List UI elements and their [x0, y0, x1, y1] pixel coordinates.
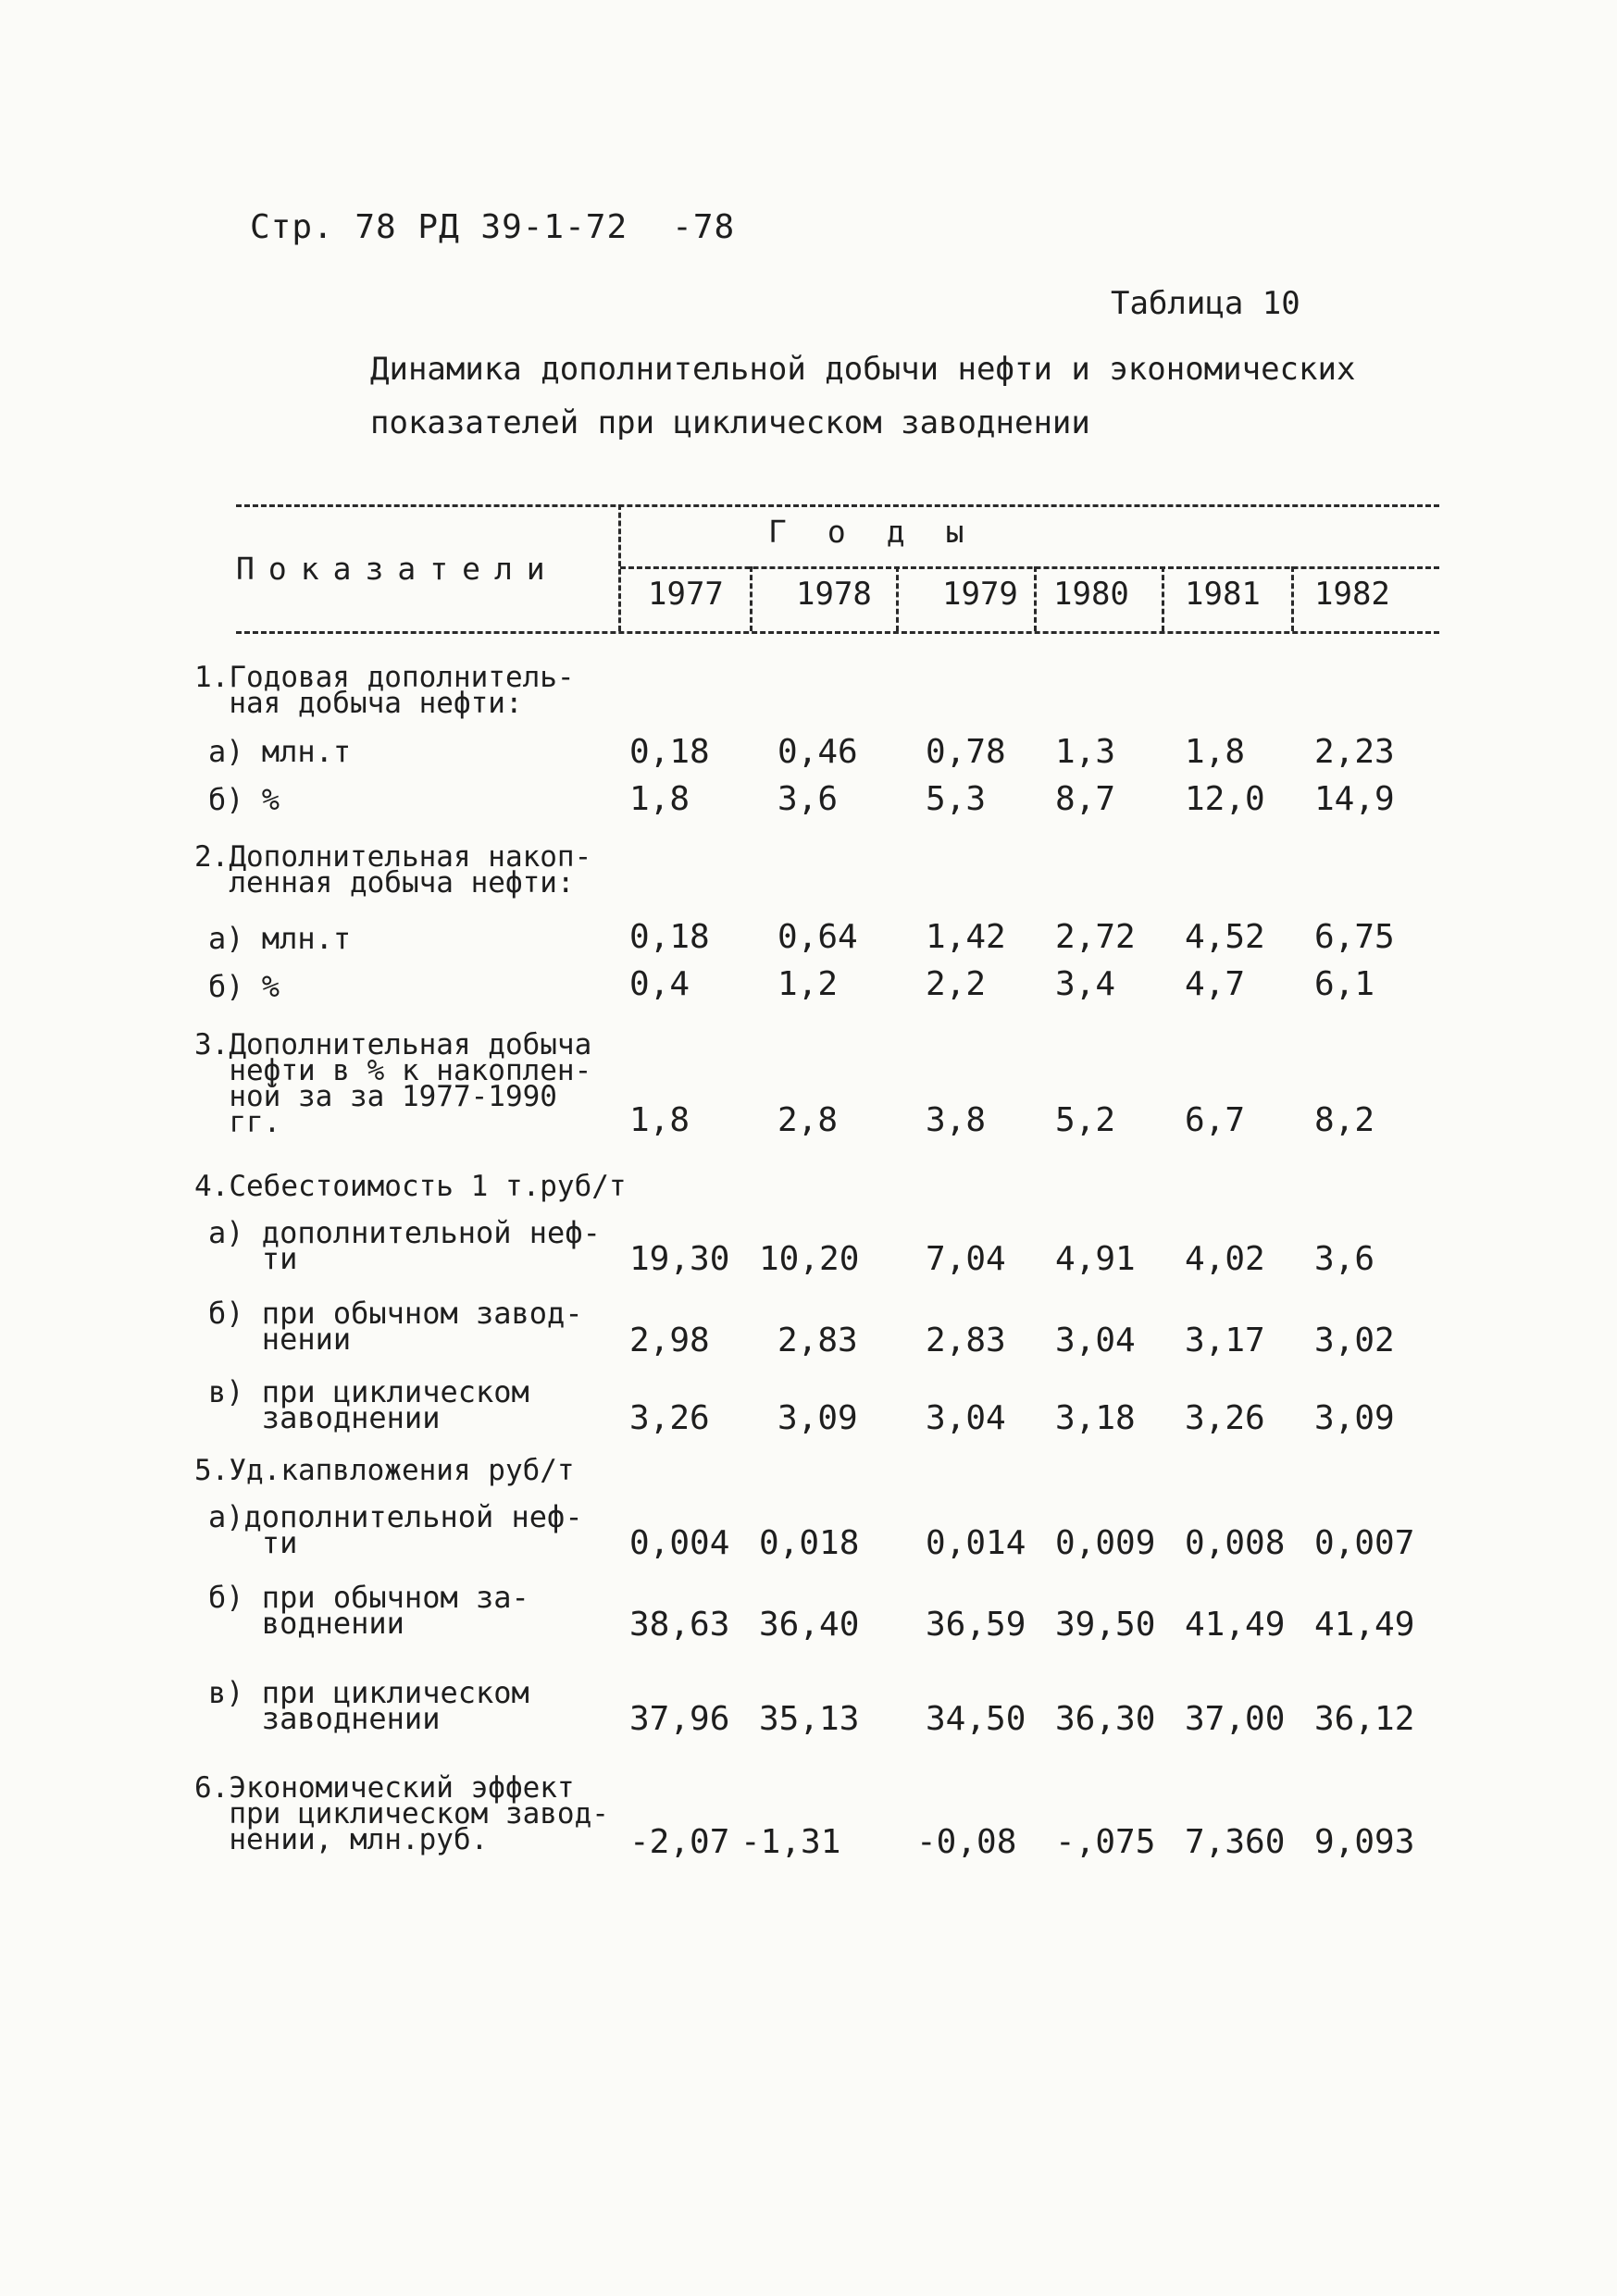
row-2b-1981: 4,7 [1185, 965, 1246, 1003]
year-header-1981: 1981 [1185, 576, 1261, 613]
row-4a-1980: 4,91 [1055, 1240, 1136, 1278]
row-5c-label: в) при циклическом заводнении [208, 1675, 529, 1736]
row-4b-1981: 3,17 [1185, 1322, 1265, 1359]
row-5-label: 5.Уд.капвложения руб/т [194, 1454, 575, 1487]
row-1a-1977: 0,18 [629, 733, 710, 771]
years-divider-rule [620, 566, 1439, 569]
years-column-header: Годы [768, 514, 1005, 550]
row-2a-1982: 6,75 [1314, 918, 1395, 956]
row-3-1980: 5,2 [1055, 1101, 1116, 1139]
row-6-1978: -1,31 [740, 1823, 841, 1861]
row-2-label: 2.Дополнительная накоп- ленная добыча нефти: [194, 840, 592, 900]
year-header-1977: 1977 [648, 576, 724, 613]
row-5a-1978: 0,018 [759, 1524, 860, 1562]
year-header-1980: 1980 [1053, 576, 1129, 613]
row-1a-1981: 1,8 [1185, 733, 1246, 771]
row-4b-1979: 2,83 [926, 1322, 1006, 1359]
row-3-1982: 8,2 [1314, 1101, 1375, 1139]
row-4b-label: б) при обычном завод- нении [208, 1296, 583, 1357]
row-1b-1980: 8,7 [1055, 780, 1116, 818]
row-5c-1977: 37,96 [629, 1700, 730, 1738]
row-2a-1979: 1,42 [926, 918, 1006, 956]
row-2b-label: б) % [208, 969, 280, 1004]
row-4b-1977: 2,98 [629, 1322, 710, 1359]
row-1a-1979: 0,78 [926, 733, 1006, 771]
row-4c-1978: 3,09 [777, 1399, 858, 1437]
row-5b-1979: 36,59 [926, 1606, 1026, 1644]
row-4a-1982: 3,6 [1314, 1240, 1375, 1278]
row-5a-label: а)дополнительной неф- ти [208, 1499, 583, 1560]
row-6-label: 6.Экономический эффект при циклическом завод- нении, млн.руб. [194, 1771, 609, 1856]
year-separator-4 [1162, 566, 1164, 631]
row-5b-1982: 41,49 [1314, 1606, 1415, 1644]
row-4a-1981: 4,02 [1185, 1240, 1265, 1278]
year-header-1982: 1982 [1314, 576, 1390, 613]
row-1a-1980: 1,3 [1055, 733, 1116, 771]
row-4c-1981: 3,26 [1185, 1399, 1265, 1437]
header-bottom-rule [236, 631, 1439, 634]
row-4c-label: в) при циклическом заводнении [208, 1374, 529, 1435]
row-2b-1979: 2,2 [926, 965, 987, 1003]
row-5a-1980: 0,009 [1055, 1524, 1156, 1562]
document-reference [250, 208, 735, 246]
table-title [370, 342, 1355, 450]
indicator-column-header: Показатели [236, 551, 559, 587]
row-4-label: 4.Себестоимость 1 т.руб/т [194, 1170, 627, 1203]
row-2b-1980: 3,4 [1055, 965, 1116, 1003]
row-4b-1980: 3,04 [1055, 1322, 1136, 1359]
row-4a-1977: 19,30 [629, 1240, 730, 1278]
table-number: Таблица 10 [1111, 285, 1300, 322]
row-5a-1979: 0,014 [926, 1524, 1026, 1562]
title-line-1: Динамика дополнительной добычи нефти и экономических [370, 351, 1356, 388]
row-3-label: 3.Дополнительная добыча нефти в % к накоплен- ной за за 1977-1990 гг. [194, 1028, 592, 1139]
row-1b-1978: 3,6 [777, 780, 839, 818]
row-6-1982: 9,093 [1314, 1823, 1415, 1861]
row-4a-1978: 10,20 [759, 1240, 860, 1278]
row-4a-1979: 7,04 [926, 1240, 1006, 1278]
year-separator-1 [750, 566, 753, 631]
row-5b-1978: 36,40 [759, 1606, 860, 1644]
row-2a-label: а) млн.т [208, 921, 352, 956]
row-5c-1979: 34,50 [926, 1700, 1026, 1738]
row-1a-1978: 0,46 [777, 733, 858, 771]
row-5c-1982: 36,12 [1314, 1700, 1415, 1738]
reference-text: Стр. 78 РД 39-1-72 [250, 208, 628, 246]
row-6-1980: -,075 [1055, 1823, 1156, 1861]
row-5c-1978: 35,13 [759, 1700, 860, 1738]
row-2b-1982: 6,1 [1314, 965, 1375, 1003]
row-1b-1981: 12,0 [1185, 780, 1265, 818]
row-6-1979: -0,08 [916, 1823, 1017, 1861]
row-2a-1978: 0,64 [777, 918, 858, 956]
row-4a-label: а) дополнительной неф- ти [208, 1215, 601, 1276]
row-1a-label: а) млн.т [208, 734, 352, 769]
year-header-1978: 1978 [796, 576, 872, 613]
row-1a-1982: 2,23 [1314, 733, 1395, 771]
row-4c-1982: 3,09 [1314, 1399, 1395, 1437]
row-4c-1979: 3,04 [926, 1399, 1006, 1437]
page-marker: -78 [672, 208, 736, 246]
year-separator-2 [896, 566, 899, 631]
title-line-2: показателей при циклическом заводнении [370, 404, 1090, 441]
row-1b-1979: 5,3 [926, 780, 987, 818]
row-4c-1980: 3,18 [1055, 1399, 1136, 1437]
row-3-1981: 6,7 [1185, 1101, 1246, 1139]
row-6-1977: -2,07 [629, 1823, 730, 1861]
row-5a-1982: 0,007 [1314, 1524, 1415, 1562]
row-5a-1977: 0,004 [629, 1524, 730, 1562]
row-2a-1980: 2,72 [1055, 918, 1136, 956]
row-5b-label: б) при обычном за- воднении [208, 1580, 529, 1641]
row-2b-1977: 0,4 [629, 965, 690, 1003]
row-1b-label: б) % [208, 782, 280, 817]
row-5b-1981: 41,49 [1185, 1606, 1286, 1644]
row-1-label: 1.Годовая дополнитель- ная добыча нефти: [194, 661, 575, 720]
header-top-rule [236, 504, 1439, 507]
row-2a-1977: 0,18 [629, 918, 710, 956]
row-2b-1978: 1,2 [777, 965, 839, 1003]
row-5a-1981: 0,008 [1185, 1524, 1286, 1562]
row-6-1981: 7,360 [1185, 1823, 1286, 1861]
row-5c-1980: 36,30 [1055, 1700, 1156, 1738]
row-1b-1982: 14,9 [1314, 780, 1395, 818]
row-4b-1982: 3,02 [1314, 1322, 1395, 1359]
row-5c-1981: 37,00 [1185, 1700, 1286, 1738]
row-5b-1977: 38,63 [629, 1606, 730, 1644]
row-4b-1978: 2,83 [777, 1322, 858, 1359]
year-separator-5 [1291, 566, 1294, 631]
row-3-1978: 2,8 [777, 1101, 839, 1139]
row-3-1977: 1,8 [629, 1101, 690, 1139]
row-5b-1980: 39,50 [1055, 1606, 1156, 1644]
row-1b-1977: 1,8 [629, 780, 690, 818]
year-header-1979: 1979 [942, 576, 1018, 613]
row-2a-1981: 4,52 [1185, 918, 1265, 956]
header-column-separator [618, 504, 621, 631]
row-3-1979: 3,8 [926, 1101, 987, 1139]
year-separator-3 [1034, 566, 1037, 631]
row-4c-1977: 3,26 [629, 1399, 710, 1437]
